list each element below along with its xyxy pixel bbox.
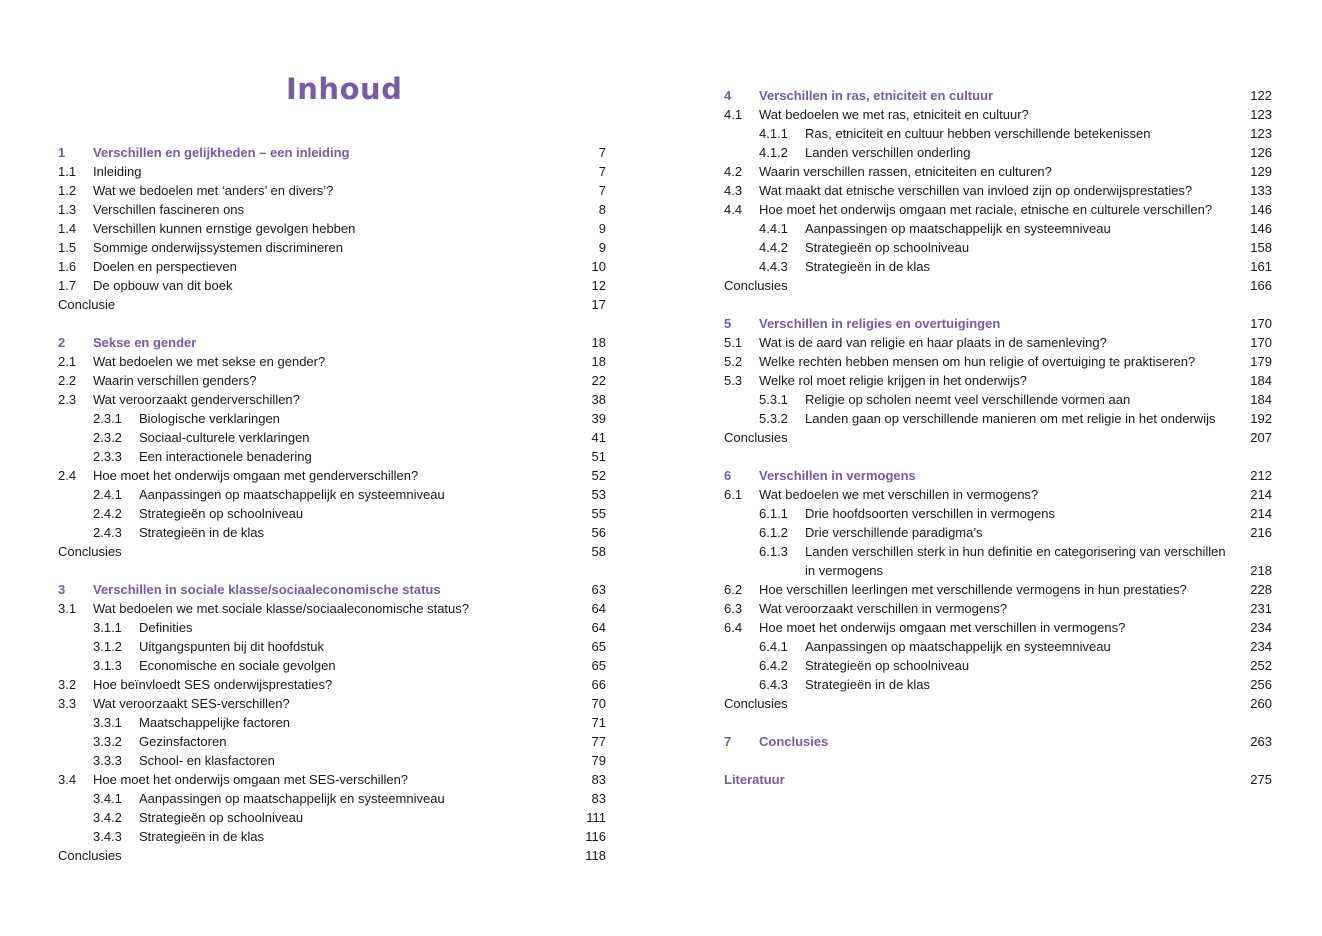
- toc-conclusion-entry[interactable]: [58, 542, 606, 561]
- toc-page-number: 184: [1250, 392, 1272, 407]
- toc-title: Wat bedoelen we met sekse en gender?: [93, 354, 326, 369]
- toc-number: 4.4: [724, 202, 743, 217]
- toc-number: 4.4.3: [759, 259, 788, 274]
- toc-page-number: 64: [591, 601, 606, 616]
- toc-subsection-entry[interactable]: [724, 219, 1272, 238]
- toc-page-number: 234: [1250, 620, 1272, 635]
- toc-page-number: 184: [1250, 373, 1272, 388]
- toc-title: Verschillen in vermogens: [759, 468, 916, 483]
- toc-number: 1: [58, 145, 66, 160]
- toc-section-entry[interactable]: [58, 770, 606, 789]
- toc-number: 3.1.1: [93, 620, 122, 635]
- toc-number: 3.1.2: [93, 639, 122, 654]
- toc-chapter-heading[interactable]: [58, 143, 606, 162]
- toc-number: 3.2: [58, 677, 77, 692]
- toc-number: 5.2: [724, 354, 743, 369]
- toc-title: Hoe moet het onderwijs omgaan met SES-verschillen?: [93, 772, 409, 787]
- toc-number: 3.4.1: [93, 791, 122, 806]
- toc-page-number: 65: [591, 639, 606, 654]
- toc-number: 5.3: [724, 373, 743, 388]
- toc-page-number: 56: [591, 525, 606, 540]
- toc-page-number: 260: [1250, 696, 1272, 711]
- toc-page-number: 126: [1250, 145, 1272, 160]
- toc-title: Sommige onderwijssystemen discrimineren: [93, 240, 343, 255]
- toc-title: Conclusies: [724, 430, 788, 445]
- toc-page-number: 123: [1250, 107, 1272, 122]
- toc-number: 2.4.1: [93, 487, 122, 502]
- toc-number: 3: [58, 582, 66, 597]
- toc-title: Sociaal-culturele verklaringen: [139, 430, 310, 445]
- toc-number: 3.3.3: [93, 753, 122, 768]
- toc-number: 3.3.2: [93, 734, 122, 749]
- toc-number: 4.3: [724, 183, 743, 198]
- toc-conclusion-entry[interactable]: [58, 846, 606, 865]
- toc-number: 6.4.2: [759, 658, 788, 673]
- toc-page-number: 63: [591, 582, 606, 597]
- toc-subsection-entry[interactable]: [58, 732, 606, 751]
- toc-page-number: 129: [1250, 164, 1272, 179]
- toc-subsection-entry[interactable]: [58, 789, 606, 808]
- toc-number: 4.4.1: [759, 221, 788, 236]
- toc-page-number: 118: [585, 848, 606, 863]
- toc-section-entry[interactable]: [58, 219, 606, 238]
- toc-page-number: 66: [591, 677, 606, 692]
- toc-number: 1.2: [58, 183, 77, 198]
- toc-section-entry[interactable]: [58, 599, 606, 618]
- toc-subsection-entry[interactable]: [724, 409, 1272, 428]
- section-gap: [724, 751, 1272, 770]
- section-gap: [58, 314, 606, 333]
- toc-number: 1.5: [58, 240, 77, 255]
- toc-title: Wat is de aard van religie en haar plaats in de samenleving?: [759, 335, 1107, 350]
- toc-page-number: 22: [591, 373, 606, 388]
- toc-subsection-entry[interactable]: [724, 504, 1272, 523]
- toc-title: Aanpassingen op maatschappelijk en systeemniveau: [805, 221, 1111, 236]
- toc-number: 2.4.3: [93, 525, 122, 540]
- toc-page-number: 7: [598, 145, 606, 160]
- toc-number: 6.1.1: [759, 506, 788, 521]
- toc-page-number: 7: [598, 183, 606, 198]
- toc-section-entry[interactable]: [58, 371, 606, 390]
- toc-page-number: 234: [1250, 639, 1272, 654]
- toc-chapter-heading[interactable]: [724, 86, 1272, 105]
- toc-number: 2.3: [58, 392, 77, 407]
- toc-number: 6.4: [724, 620, 743, 635]
- toc-page-number: 231: [1250, 601, 1272, 616]
- toc-chapter-heading[interactable]: [724, 314, 1272, 333]
- toc-number: 2.3.2: [93, 430, 122, 445]
- toc-title: Verschillen fascineren ons: [93, 202, 245, 217]
- toc-page-number: 9: [598, 221, 606, 236]
- toc-page-number: 38: [591, 392, 606, 407]
- toc-number: 4.4.2: [759, 240, 788, 255]
- toc-chapter-heading[interactable]: [724, 466, 1272, 485]
- toc-number: 6.1: [724, 487, 743, 502]
- toc-page-number: 12: [591, 278, 606, 293]
- toc-number: 6.4.3: [759, 677, 788, 692]
- toc-page-number: 18: [591, 335, 606, 350]
- toc-title: Verschillen in ras, etniciteit en cultuur: [759, 88, 994, 103]
- toc-subsection-entry[interactable]: [58, 504, 606, 523]
- toc-number: 1.3: [58, 202, 77, 217]
- toc-title: Economische en sociale gevolgen: [139, 658, 336, 673]
- toc-number: 5: [724, 316, 732, 331]
- toc-subsection-entry[interactable]: [58, 409, 606, 428]
- toc-title: Hoe beïnvloedt SES onderwijsprestaties?: [93, 677, 333, 692]
- toc-title: Doelen en perspectieven: [93, 259, 237, 274]
- toc-title: Landen verschillen sterk in hun definitie en categorisering van verschillen: [805, 544, 1226, 559]
- toc-subsection-entry[interactable]: [724, 656, 1272, 675]
- toc-number: 2: [58, 335, 66, 350]
- toc-number: 2.4: [58, 468, 77, 483]
- section-gap: [724, 713, 1272, 732]
- toc-title: Aanpassingen op maatschappelijk en systeemniveau: [139, 487, 445, 502]
- toc-title: Waarin verschillen rassen, etniciteiten en culturen?: [759, 164, 1052, 179]
- toc-page-number: 77: [591, 734, 606, 749]
- toc-page-number: 39: [591, 411, 606, 426]
- toc-subsection-entry[interactable]: [58, 827, 606, 846]
- toc-page-number: 228: [1250, 582, 1272, 597]
- toc-title: Strategieën op schoolniveau: [805, 658, 970, 673]
- toc-section-entry[interactable]: [58, 675, 606, 694]
- toc-conclusion-entry[interactable]: [58, 295, 606, 314]
- toc-number: 3.3.1: [93, 715, 122, 730]
- toc-subsection-entry[interactable]: [58, 656, 606, 675]
- toc-section-entry[interactable]: [724, 485, 1272, 504]
- toc-page-number: 192: [1250, 411, 1272, 426]
- toc-page-number: 53: [591, 487, 606, 502]
- toc-section-entry[interactable]: [724, 371, 1272, 390]
- toc-page-number: 8: [598, 202, 606, 217]
- toc-subsection-entry[interactable]: [724, 257, 1272, 276]
- toc-section-entry[interactable]: [58, 238, 606, 257]
- toc-page-number: 166: [1250, 278, 1272, 293]
- toc-subsection-entry[interactable]: [724, 542, 1272, 561]
- toc-number: 1.6: [58, 259, 77, 274]
- toc-subsection-entry[interactable]: [58, 428, 606, 447]
- toc-page-number: 252: [1250, 658, 1272, 673]
- toc-subsection-entry[interactable]: [58, 808, 606, 827]
- toc-section-entry[interactable]: [724, 599, 1272, 618]
- toc-title: Inleiding: [93, 164, 142, 179]
- toc-section-entry[interactable]: [724, 333, 1272, 352]
- toc-section-entry[interactable]: [58, 200, 606, 219]
- toc-section-entry[interactable]: [724, 162, 1272, 181]
- toc-title: De opbouw van dit boek: [93, 278, 233, 293]
- toc-number: 3.3: [58, 696, 77, 711]
- toc-title: Hoe moet het onderwijs omgaan met verschillen in vermogens?: [759, 620, 1126, 635]
- toc-number: 2.1: [58, 354, 77, 369]
- toc-section-entry[interactable]: [724, 618, 1272, 637]
- toc-number: 4.1.1: [759, 126, 788, 141]
- toc-page-number: 275: [1250, 772, 1272, 787]
- toc-page-number: 158: [1250, 240, 1272, 255]
- toc-section-entry[interactable]: [58, 276, 606, 295]
- toc-chapter-heading[interactable]: [58, 580, 606, 599]
- toc-title: Aanpassingen op maatschappelijk en systeemniveau: [139, 791, 445, 806]
- toc-number: 5.3.1: [759, 392, 788, 407]
- toc-number: 1.7: [58, 278, 77, 293]
- toc-chapter-heading[interactable]: [724, 770, 1272, 789]
- toc-title: Strategieën op schoolniveau: [139, 506, 304, 521]
- toc-page-number: 122: [1250, 88, 1272, 103]
- toc-title: Waarin verschillen genders?: [93, 373, 257, 388]
- toc-conclusion-entry[interactable]: [724, 694, 1272, 713]
- toc-page-number: 65: [591, 658, 606, 673]
- toc-section-entry[interactable]: [724, 105, 1272, 124]
- toc-title: Conclusie: [58, 297, 116, 312]
- toc-right-column: [724, 86, 1272, 789]
- toc-title: Aanpassingen op maatschappelijk en systeemniveau: [805, 639, 1111, 654]
- toc-section-entry[interactable]: [58, 352, 606, 371]
- toc-number: 2.3.3: [93, 449, 122, 464]
- toc-page-number: 41: [591, 430, 606, 445]
- toc-number: 2.4.2: [93, 506, 122, 521]
- toc-section-entry[interactable]: [724, 580, 1272, 599]
- toc-entry-continuation[interactable]: [724, 561, 1272, 580]
- toc-section-entry[interactable]: [724, 200, 1272, 219]
- toc-section-entry[interactable]: [58, 466, 606, 485]
- toc-number: 2.3.1: [93, 411, 122, 426]
- toc-number: 4.1.2: [759, 145, 788, 160]
- toc-title: Wat veroorzaakt genderverschillen?: [93, 392, 300, 407]
- toc-title: Conclusies: [58, 544, 122, 559]
- toc-title: Conclusies: [759, 734, 829, 749]
- toc-number: 4.2: [724, 164, 743, 179]
- toc-number: 6.1.3: [759, 544, 788, 559]
- toc-title: Biologische verklaringen: [139, 411, 280, 426]
- toc-subsection-entry[interactable]: [724, 675, 1272, 694]
- page-title: Inhoud: [286, 72, 403, 106]
- toc-title: Sekse en gender: [93, 335, 197, 350]
- toc-title: Strategieën op schoolniveau: [139, 810, 304, 825]
- toc-page-number: 7: [598, 164, 606, 179]
- toc-title: Wat maakt dat etnische verschillen van invloed zijn op onderwijsprestaties?: [759, 183, 1193, 198]
- toc-chapter-heading[interactable]: [58, 333, 606, 352]
- toc-page-number: 79: [591, 753, 606, 768]
- toc-title: Religie op scholen neemt veel verschillende vormen aan: [805, 392, 1131, 407]
- toc-title: Verschillen en gelijkheden – een inleiding: [93, 145, 350, 160]
- toc-title: Verschillen in religies en overtuigingen: [759, 316, 1001, 331]
- toc-section-entry[interactable]: [58, 181, 606, 200]
- toc-subsection-entry[interactable]: [58, 713, 606, 732]
- toc-page-number: 256: [1250, 677, 1272, 692]
- toc-title: School- en klasfactoren: [139, 753, 275, 768]
- toc-page-number: 170: [1250, 316, 1272, 331]
- toc-section-entry[interactable]: [58, 162, 606, 181]
- toc-number: 4.1: [724, 107, 743, 122]
- toc-title: in vermogens: [805, 563, 884, 578]
- toc-page-number: 9: [598, 240, 606, 255]
- toc-section-entry[interactable]: [58, 390, 606, 409]
- toc-subsection-entry[interactable]: [58, 447, 606, 466]
- toc-title: Wat veroorzaakt verschillen in vermogens?: [759, 601, 1008, 616]
- toc-title: Ras, etniciteit en cultuur hebben verschillende betekenissen: [805, 126, 1151, 141]
- toc-page-number: 216: [1250, 525, 1272, 540]
- toc-title: Wat we bedoelen met ‘anders’ en divers’?: [93, 183, 334, 198]
- toc-title: Hoe moet het onderwijs omgaan met genderverschillen?: [93, 468, 419, 483]
- toc-page-number: 51: [591, 449, 606, 464]
- toc-title: Welke rechten hebben mensen om hun religie of overtuiging te praktiseren?: [759, 354, 1196, 369]
- toc-page-number: 133: [1250, 183, 1272, 198]
- toc-page-number: 64: [591, 620, 606, 635]
- toc-number: 6.1.2: [759, 525, 788, 540]
- toc-title: Wat bedoelen we met ras, etniciteit en cultuur?: [759, 107, 1029, 122]
- toc-subsection-entry[interactable]: [58, 485, 606, 504]
- toc-number: 1.1: [58, 164, 77, 179]
- toc-page-number: 83: [591, 791, 606, 806]
- toc-title: Conclusies: [724, 278, 788, 293]
- toc-page-number: 146: [1250, 221, 1272, 236]
- toc-page-number: 58: [591, 544, 606, 559]
- toc-page-number: 214: [1250, 506, 1272, 521]
- toc-title: Landen verschillen onderling: [805, 145, 971, 160]
- toc-subsection-entry[interactable]: [58, 637, 606, 656]
- toc-title: Strategieën op schoolniveau: [805, 240, 970, 255]
- toc-title: Verschillen kunnen ernstige gevolgen hebben: [93, 221, 356, 236]
- toc-title: Strategieën in de klas: [139, 525, 265, 540]
- toc-title: Wat veroorzaakt SES-verschillen?: [93, 696, 290, 711]
- toc-page-number: 71: [591, 715, 606, 730]
- toc-title: Maatschappelijke factoren: [139, 715, 291, 730]
- toc-page-number: 218: [1250, 563, 1272, 578]
- toc-title: Strategieën in de klas: [805, 259, 931, 274]
- toc-number: 7: [724, 734, 732, 749]
- toc-page-number: 83: [591, 772, 606, 787]
- toc-number: 3.4: [58, 772, 77, 787]
- toc-page-number: 170: [1250, 335, 1272, 350]
- toc-subsection-entry[interactable]: [724, 390, 1272, 409]
- toc-page-number: 17: [591, 297, 606, 312]
- toc-title: Uitgangspunten bij dit hoofdstuk: [139, 639, 325, 654]
- toc-page-number: 161: [1250, 259, 1272, 274]
- toc-page-number: 111: [586, 810, 606, 825]
- toc-subsection-entry[interactable]: [724, 637, 1272, 656]
- toc-left-column: [58, 143, 606, 865]
- toc-title: Conclusies: [58, 848, 122, 863]
- toc-page-number: 212: [1250, 468, 1272, 483]
- toc-page-number: 52: [591, 468, 606, 483]
- toc-number: 6.3: [724, 601, 743, 616]
- toc-title: Wat bedoelen we met verschillen in vermogens?: [759, 487, 1039, 502]
- toc-section-entry[interactable]: [58, 257, 606, 276]
- toc-number: 6: [724, 468, 732, 483]
- toc-title: Drie hoofdsoorten verschillen in vermogens: [805, 506, 1056, 521]
- toc-title: Wat bedoelen we met sociale klasse/sociaaleconomische status?: [93, 601, 469, 616]
- section-gap: [58, 561, 606, 580]
- toc-title: Gezinsfactoren: [139, 734, 227, 749]
- toc-number: 5.3.2: [759, 411, 788, 426]
- toc-page-number: 55: [591, 506, 606, 521]
- toc-page-number: 18: [591, 354, 606, 369]
- toc-subsection-entry[interactable]: [58, 751, 606, 770]
- toc-page-number: 146: [1250, 202, 1272, 217]
- toc-page-number: 116: [585, 829, 606, 844]
- toc-number: 3.1: [58, 601, 77, 616]
- toc-conclusion-entry[interactable]: [724, 428, 1272, 447]
- toc-subsection-entry[interactable]: [58, 618, 606, 637]
- section-gap: [724, 447, 1272, 466]
- toc-number: 3.4.2: [93, 810, 122, 825]
- toc-title: Strategieën in de klas: [805, 677, 931, 692]
- toc-page-number: 263: [1250, 734, 1272, 749]
- toc-title: Conclusies: [724, 696, 788, 711]
- toc-subsection-entry[interactable]: [724, 238, 1272, 257]
- toc-subsection-entry[interactable]: [58, 523, 606, 542]
- toc-number: 5.1: [724, 335, 743, 350]
- toc-page-number: 70: [591, 696, 606, 711]
- toc-title: Drie verschillende paradigma’s: [805, 525, 983, 540]
- toc-page-number: 179: [1250, 354, 1272, 369]
- toc-chapter-heading[interactable]: [724, 732, 1272, 751]
- toc-section-entry[interactable]: [58, 694, 606, 713]
- toc-title: Hoe verschillen leerlingen met verschillende vermogens in hun prestaties?: [759, 582, 1187, 597]
- toc-title: Strategieën in de klas: [139, 829, 265, 844]
- toc-page-number: 10: [591, 259, 606, 274]
- toc-section-entry[interactable]: [724, 352, 1272, 371]
- toc-number: 6.4.1: [759, 639, 788, 654]
- toc-subsection-entry[interactable]: [724, 143, 1272, 162]
- toc-page-number: 123: [1250, 126, 1272, 141]
- toc-page-number: 214: [1250, 487, 1272, 502]
- toc-title: Een interactionele benadering: [139, 449, 312, 464]
- toc-number: 2.2: [58, 373, 77, 388]
- toc-subsection-entry[interactable]: [724, 124, 1272, 143]
- toc-title: Landen gaan op verschillende manieren om met religie in het onderwijs: [805, 411, 1216, 426]
- toc-subsection-entry[interactable]: [724, 523, 1272, 542]
- toc-page-number: 207: [1250, 430, 1272, 445]
- toc-title: Hoe moet het onderwijs omgaan met raciale, etnische en culturele verschillen?: [759, 202, 1213, 217]
- toc-section-entry[interactable]: [724, 181, 1272, 200]
- toc-title: Definities: [139, 620, 193, 635]
- toc-number: 1.4: [58, 221, 77, 236]
- toc-title: Welke rol moet religie krijgen in het onderwijs?: [759, 373, 1027, 388]
- toc-number: 4: [724, 88, 732, 103]
- toc-number: 6.2: [724, 582, 743, 597]
- toc-conclusion-entry[interactable]: [724, 276, 1272, 295]
- section-gap: [724, 295, 1272, 314]
- toc-title: Verschillen in sociale klasse/sociaaleconomische status: [93, 582, 441, 597]
- toc-number: 3.4.3: [93, 829, 122, 844]
- toc-number: 3.1.3: [93, 658, 122, 673]
- toc-title: Literatuur: [724, 772, 785, 787]
